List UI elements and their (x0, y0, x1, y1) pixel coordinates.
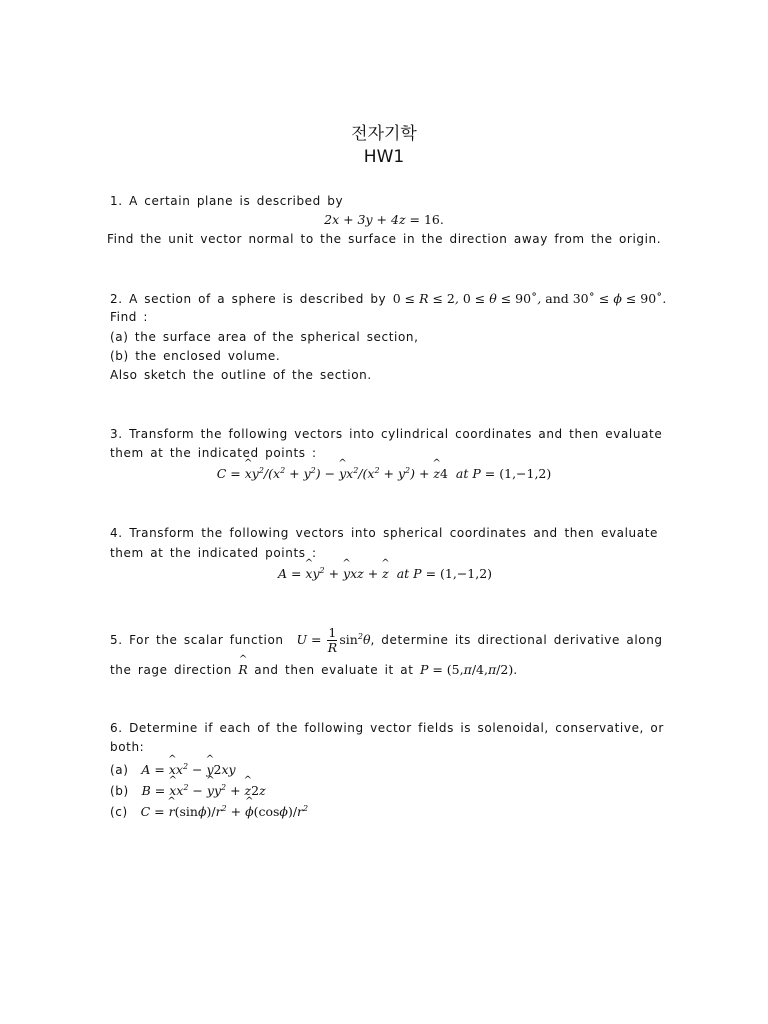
problem-6-label-a: (a) (110, 763, 129, 777)
problem-2-text: 2. A section of a sphere is described by (110, 292, 387, 306)
problem-5-function: U = $\frac{1}{R}$ $\sin^2\theta$ (296, 625, 371, 655)
problem-2-statement (110, 291, 667, 306)
problem-5-direction-text: the rage direction (110, 663, 232, 677)
problem-2-sketch: Also sketch the outline of the section. (110, 368, 372, 382)
problem-6-label-c: (c) (110, 805, 128, 819)
problem-5-statement (110, 625, 663, 655)
problem-3-statement: 3. Transform the following vectors into cylindrical coordinates and then evaluate (110, 427, 663, 441)
problem-6-part-c (110, 804, 658, 819)
problem-5-text: 5. For the scalar function (110, 633, 284, 647)
problem-5-direction: ^ R (238, 662, 247, 677)
problem-2-ranges: 0 ≤ R ≤ 2, 0 ≤ θ ≤ 90˚, and 30˚ ≤ ϕ ≤ 90˚. (392, 291, 667, 306)
problem-2-part-b: (b) the enclosed volume. (110, 349, 281, 363)
problem-6-statement-cont: both: (110, 740, 145, 754)
problem-6-part-b (110, 783, 658, 798)
problem-6-statement: 6. Determine if each of the following vector fields is solenoidal, conservative, or (110, 721, 664, 735)
problem-4-statement: 4. Transform the following vectors into spherical coordinates and then evaluate (110, 526, 658, 540)
problem-6-field-b: B = ^ $xx^2$ − ^ $yy^2$ + ^ z2z (142, 783, 266, 798)
problem-3-equation: C = ^ $xy^2/(x^2 + y^2)$ − ^ $yx^2/(x^2 + y^2)$ + ^ z4 at P = (1,−1,2) (0, 466, 768, 481)
problem-2-part-a: (a) the surface area of the spherical section, (110, 330, 419, 344)
problem-6-part-a (110, 762, 658, 777)
problem-5-text-cont: , determine its directional derivative along (370, 633, 663, 647)
course-title: 전자기학 (351, 124, 417, 144)
problem-5-evaluate-text: and then evaluate it at (254, 663, 414, 677)
problem-3-statement-cont: them at the indicated points : (110, 446, 317, 460)
problem-5-point: P = (5,π/4,π/2). (419, 662, 518, 677)
problem-5-statement-line2 (110, 662, 658, 677)
problem-4-statement-cont: them at the indicated points : (110, 546, 317, 560)
problem-1-statement: 1. A certain plane is described by (110, 194, 344, 208)
problem-6-field-a: A = ^ $xx^2$ − ^ y2xy (141, 762, 235, 777)
problem-6-label-b: (b) (110, 784, 129, 798)
problem-1-equation: 2x + 3y + 4z = 16. (324, 212, 444, 227)
problem-2-find: Find : (110, 310, 149, 324)
problem-4-equation: A = ^ $xy^2$ + ^ yxz + ^ z at P = (1,−1,2) (0, 566, 768, 581)
hw-title: HW1 (363, 147, 405, 167)
problem-1-question: Find the unit vector normal to the surface in the direction away from the origin. (107, 232, 662, 246)
problem-6-field-c: C = ^ $r(\sin\phi)/r^2$ + ^ $\phi(\cos\phi)/r^2$ (141, 804, 309, 819)
